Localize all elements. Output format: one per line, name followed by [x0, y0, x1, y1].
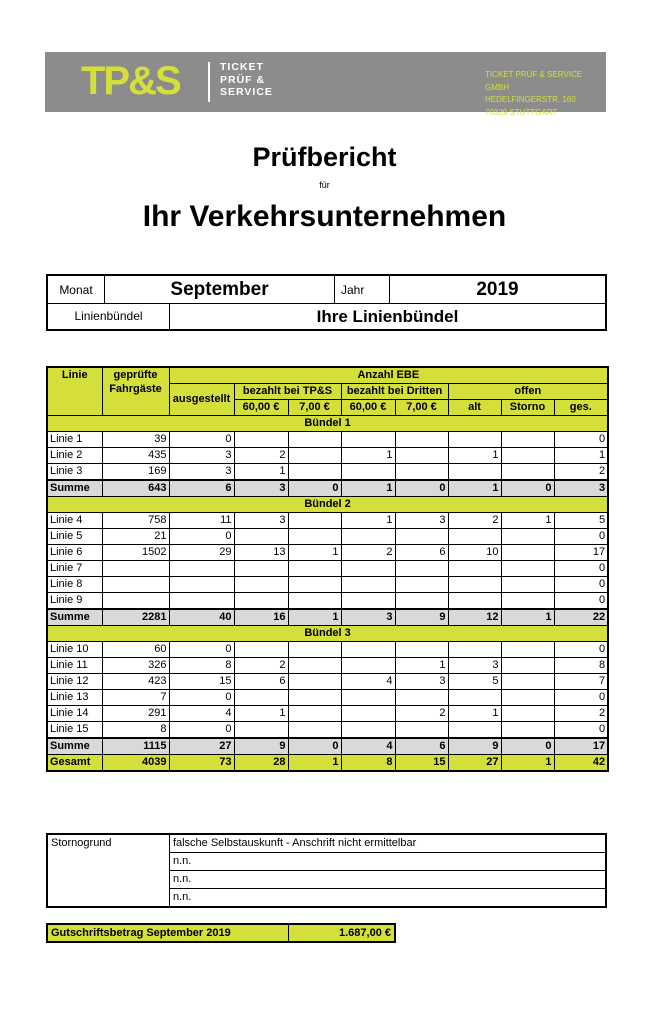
year-value: 2019	[390, 276, 605, 304]
value-cell	[448, 642, 501, 658]
value-cell: 169	[102, 464, 169, 481]
row-label-cell: Gesamt	[47, 755, 102, 772]
value-cell: 2	[234, 658, 288, 674]
value-cell	[102, 561, 169, 577]
value-cell	[102, 593, 169, 610]
value-cell: 326	[102, 658, 169, 674]
value-cell	[234, 577, 288, 593]
table-row	[47, 561, 608, 577]
value-cell: 3	[169, 464, 234, 481]
value-cell: 1	[395, 658, 448, 674]
value-cell	[501, 448, 554, 464]
value-cell	[448, 529, 501, 545]
value-cell	[448, 464, 501, 481]
value-cell: 435	[102, 448, 169, 464]
value-cell	[501, 545, 554, 561]
row-label-cell: Linie 10	[47, 642, 102, 658]
value-cell: 1	[448, 448, 501, 464]
value-cell: 4	[169, 706, 234, 722]
value-cell	[395, 529, 448, 545]
value-cell	[501, 529, 554, 545]
value-cell	[234, 642, 288, 658]
value-cell	[341, 432, 395, 448]
value-cell: 29	[169, 545, 234, 561]
value-cell	[288, 432, 341, 448]
value-cell: 3	[169, 448, 234, 464]
value-cell: 3	[395, 513, 448, 529]
logo-sub-line: SERVICE	[220, 86, 273, 98]
value-cell: 9	[395, 609, 448, 626]
table-row	[47, 545, 608, 561]
value-cell	[501, 690, 554, 706]
value-cell	[169, 561, 234, 577]
value-cell: 0	[288, 738, 341, 755]
header-offen: offen	[448, 384, 608, 400]
value-cell: 1	[234, 706, 288, 722]
value-cell	[501, 593, 554, 610]
header-bezahlt-dritte: bezahlt bei Dritten	[341, 384, 448, 400]
value-cell: 2	[395, 706, 448, 722]
value-cell: 0	[501, 738, 554, 755]
row-label-cell: Summe	[47, 609, 102, 626]
value-cell	[169, 577, 234, 593]
header-fahrgaeste: geprüfte Fahrgäste	[102, 367, 169, 416]
storno-reason: n.n.	[169, 871, 606, 889]
value-cell	[341, 561, 395, 577]
value-cell	[102, 577, 169, 593]
value-cell: 1	[288, 755, 341, 772]
value-cell	[395, 577, 448, 593]
value-cell: 7	[554, 674, 608, 690]
header-banner	[45, 52, 606, 117]
logo-subtitle	[220, 61, 273, 99]
value-cell: 42	[554, 755, 608, 772]
value-cell	[288, 577, 341, 593]
value-cell: 0	[554, 722, 608, 739]
row-label-cell: Linie 5	[47, 529, 102, 545]
value-cell: 2	[448, 513, 501, 529]
value-cell	[288, 722, 341, 739]
table-row	[47, 706, 608, 722]
value-cell: 5	[448, 674, 501, 690]
value-cell: 1	[501, 609, 554, 626]
header-bezahlt-tps: bezahlt bei TP&S	[234, 384, 341, 400]
value-cell: 8	[554, 658, 608, 674]
value-cell	[395, 464, 448, 481]
logo-sub-line: TICKET	[220, 61, 264, 73]
table-row	[47, 513, 608, 529]
value-cell	[448, 577, 501, 593]
header-storno: Storno	[501, 400, 554, 416]
storno-table	[46, 833, 607, 908]
value-cell	[395, 432, 448, 448]
value-cell	[501, 432, 554, 448]
value-cell: 423	[102, 674, 169, 690]
value-cell	[234, 432, 288, 448]
value-cell: 22	[554, 609, 608, 626]
value-cell	[501, 722, 554, 739]
row-label-cell: Linie 6	[47, 545, 102, 561]
table-row	[47, 593, 608, 610]
value-cell: 1	[554, 448, 608, 464]
value-cell: 17	[554, 738, 608, 755]
value-cell: 4	[341, 738, 395, 755]
value-cell: 1	[341, 513, 395, 529]
value-cell: 73	[169, 755, 234, 772]
value-cell	[288, 561, 341, 577]
value-cell: 1	[501, 513, 554, 529]
value-cell: 8	[341, 755, 395, 772]
value-cell: 1	[341, 448, 395, 464]
month-label: Monat	[48, 276, 105, 304]
value-cell	[234, 561, 288, 577]
value-cell	[288, 642, 341, 658]
header-ausgestellt: ausgestellt	[169, 384, 234, 416]
value-cell	[341, 642, 395, 658]
value-cell	[288, 658, 341, 674]
storno-label: Stornogrund	[47, 834, 169, 907]
row-label-cell: Linie 15	[47, 722, 102, 739]
value-cell: 15	[395, 755, 448, 772]
value-cell: 3	[341, 609, 395, 626]
bundle-value: Ihre Linienbündel	[316, 307, 459, 326]
value-cell	[501, 464, 554, 481]
value-cell: 0	[554, 690, 608, 706]
report-info-box	[46, 274, 607, 331]
address-line: TICKET PRÜF & SERVICE GMBH	[485, 70, 583, 92]
value-cell	[501, 674, 554, 690]
bundle-header-row	[47, 497, 608, 513]
value-cell: 12	[448, 609, 501, 626]
value-cell: 6	[169, 480, 234, 497]
header-ges: ges.	[554, 400, 608, 416]
credit-label: Gutschriftsbetrag September 2019	[47, 924, 288, 942]
value-cell	[288, 593, 341, 610]
table-row	[47, 448, 608, 464]
value-cell	[341, 706, 395, 722]
address-line: 70329 STUTTGART	[485, 107, 558, 117]
row-label-cell: Linie 7	[47, 561, 102, 577]
total-row	[47, 755, 608, 772]
report-for-label: für	[319, 180, 330, 190]
value-cell	[234, 529, 288, 545]
value-cell: 1	[288, 609, 341, 626]
header-linie: Linie	[47, 367, 102, 416]
value-cell: 1	[234, 464, 288, 481]
value-cell	[341, 690, 395, 706]
table-row	[47, 464, 608, 481]
value-cell	[169, 593, 234, 610]
value-cell: 6	[395, 738, 448, 755]
year-label: Jahr	[335, 276, 390, 304]
header-60-dritte: 60,00 €	[341, 400, 395, 416]
table-row	[47, 658, 608, 674]
value-cell: 2	[234, 448, 288, 464]
value-cell: 0	[554, 529, 608, 545]
value-cell: 2	[341, 545, 395, 561]
value-cell: 6	[395, 545, 448, 561]
value-cell: 11	[169, 513, 234, 529]
value-cell: 0	[169, 690, 234, 706]
header-60-tps: 60,00 €	[234, 400, 288, 416]
value-cell: 0	[169, 432, 234, 448]
row-label-cell: Summe	[47, 738, 102, 755]
value-cell	[501, 658, 554, 674]
header-7-dritte: 7,00 €	[395, 400, 448, 416]
value-cell: 0	[169, 529, 234, 545]
inspection-table	[46, 366, 609, 772]
value-cell	[501, 642, 554, 658]
value-cell	[501, 706, 554, 722]
value-cell: 9	[448, 738, 501, 755]
value-cell: 17	[554, 545, 608, 561]
row-label-cell: Linie 2	[47, 448, 102, 464]
bundle-label: Linienbündel	[48, 304, 170, 329]
value-cell: 3	[234, 513, 288, 529]
value-cell: 3	[395, 674, 448, 690]
value-cell: 1	[448, 706, 501, 722]
value-cell: 21	[102, 529, 169, 545]
address-line: HEDELFINGERSTR. 160	[485, 95, 576, 104]
value-cell: 3	[554, 480, 608, 497]
value-cell: 28	[234, 755, 288, 772]
value-cell: 4	[341, 674, 395, 690]
value-cell: 3	[448, 658, 501, 674]
sum-row	[47, 738, 608, 755]
value-cell: 0	[395, 480, 448, 497]
value-cell	[341, 464, 395, 481]
value-cell	[395, 642, 448, 658]
value-cell: 1	[341, 480, 395, 497]
value-cell	[395, 722, 448, 739]
credit-amount-table	[46, 923, 396, 943]
value-cell: 8	[102, 722, 169, 739]
value-cell: 16	[234, 609, 288, 626]
value-cell: 643	[102, 480, 169, 497]
bundle-header-row	[47, 416, 608, 432]
value-cell	[395, 690, 448, 706]
value-cell: 39	[102, 432, 169, 448]
row-label-cell: Linie 1	[47, 432, 102, 448]
value-cell	[341, 722, 395, 739]
value-cell	[288, 513, 341, 529]
value-cell: 0	[288, 480, 341, 497]
row-label-cell: Linie 14	[47, 706, 102, 722]
value-cell: 2	[554, 464, 608, 481]
value-cell: 9	[234, 738, 288, 755]
value-cell	[395, 448, 448, 464]
sum-row	[47, 480, 608, 497]
row-label-cell: Linie 12	[47, 674, 102, 690]
storno-reason: n.n.	[169, 853, 606, 871]
value-cell: 5	[554, 513, 608, 529]
value-cell: 8	[169, 658, 234, 674]
month-value: September	[105, 276, 335, 304]
row-label-cell: Linie 9	[47, 593, 102, 610]
value-cell	[448, 561, 501, 577]
bundle-name: Bündel 2	[47, 497, 608, 513]
value-cell: 4039	[102, 755, 169, 772]
value-cell: 1115	[102, 738, 169, 755]
logo-divider	[208, 62, 210, 102]
logo-sub-line: PRÜF &	[220, 73, 266, 86]
table-row	[47, 529, 608, 545]
value-cell	[448, 722, 501, 739]
company-name: Ihr Verkehrsunternehmen	[142, 200, 507, 233]
company-address	[485, 69, 606, 119]
value-cell: 6	[234, 674, 288, 690]
value-cell: 0	[169, 642, 234, 658]
value-cell	[395, 561, 448, 577]
value-cell	[288, 529, 341, 545]
value-cell: 1	[288, 545, 341, 561]
value-cell: 15	[169, 674, 234, 690]
value-cell	[288, 706, 341, 722]
row-label-cell: Linie 8	[47, 577, 102, 593]
header-alt: alt	[448, 400, 501, 416]
table-row	[47, 642, 608, 658]
value-cell	[341, 658, 395, 674]
value-cell	[448, 593, 501, 610]
value-cell	[448, 690, 501, 706]
value-cell: 27	[448, 755, 501, 772]
row-label-cell: Linie 3	[47, 464, 102, 481]
value-cell: 13	[234, 545, 288, 561]
row-label-cell: Linie 13	[47, 690, 102, 706]
value-cell: 0	[554, 642, 608, 658]
value-cell: 1	[501, 755, 554, 772]
bundle-header-row	[47, 626, 608, 642]
company-logo: TP&S	[81, 59, 180, 103]
row-label-cell: Summe	[47, 480, 102, 497]
value-cell: 0	[554, 561, 608, 577]
value-cell	[395, 593, 448, 610]
value-cell: 291	[102, 706, 169, 722]
value-cell	[288, 674, 341, 690]
value-cell: 2281	[102, 609, 169, 626]
value-cell: 0	[554, 577, 608, 593]
table-row	[47, 690, 608, 706]
value-cell: 0	[501, 480, 554, 497]
value-cell: 758	[102, 513, 169, 529]
header-anzahl-ebe: Anzahl EBE	[169, 367, 608, 384]
value-cell: 0	[169, 722, 234, 739]
value-cell: 2	[554, 706, 608, 722]
value-cell	[288, 448, 341, 464]
table-row	[47, 577, 608, 593]
value-cell: 3	[234, 480, 288, 497]
value-cell	[341, 529, 395, 545]
value-cell: 1502	[102, 545, 169, 561]
value-cell: 10	[448, 545, 501, 561]
value-cell	[501, 561, 554, 577]
header-7-tps: 7,00 €	[288, 400, 341, 416]
bundle-name: Bündel 3	[47, 626, 608, 642]
value-cell: 7	[102, 690, 169, 706]
value-cell	[234, 593, 288, 610]
value-cell	[341, 577, 395, 593]
value-cell: 1	[448, 480, 501, 497]
row-label-cell: Linie 11	[47, 658, 102, 674]
table-row	[47, 722, 608, 739]
table-row	[47, 432, 608, 448]
storno-reason: n.n.	[169, 889, 606, 908]
bundle-name: Bündel 1	[47, 416, 608, 432]
value-cell: 0	[554, 593, 608, 610]
report-title: Prüfbericht	[252, 142, 397, 172]
row-label-cell: Linie 4	[47, 513, 102, 529]
value-cell	[234, 722, 288, 739]
value-cell: 27	[169, 738, 234, 755]
value-cell: 60	[102, 642, 169, 658]
value-cell	[288, 690, 341, 706]
value-cell	[288, 464, 341, 481]
table-row	[47, 674, 608, 690]
value-cell: 40	[169, 609, 234, 626]
value-cell	[234, 690, 288, 706]
value-cell: 0	[554, 432, 608, 448]
value-cell	[448, 432, 501, 448]
credit-value: 1.687,00 €	[288, 924, 395, 942]
value-cell	[341, 593, 395, 610]
storno-reason: falsche Selbstauskunft - Anschrift nicht ermittelbar	[169, 834, 606, 853]
value-cell	[501, 577, 554, 593]
sum-row	[47, 609, 608, 626]
